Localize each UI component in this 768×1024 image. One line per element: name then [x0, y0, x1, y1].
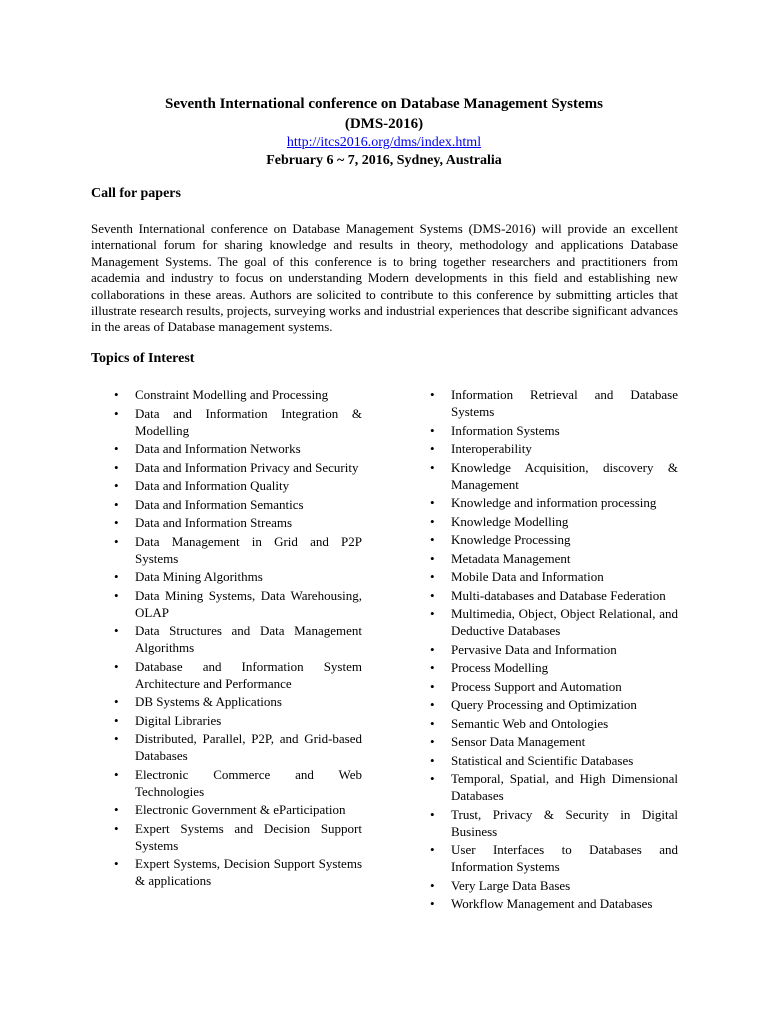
topic-item: [430, 733, 678, 750]
topic-item: [114, 405, 362, 439]
topic-label: Data Structures and Data Management Algorithms: [135, 623, 362, 655]
bullet-icon: •: [114, 441, 119, 456]
topic-label: Sensor Data Management: [451, 734, 586, 749]
bullet-icon: •: [430, 441, 435, 456]
topic-item: [114, 587, 362, 621]
conference-title: Seventh International conference on Database Management Systems: [164, 96, 604, 112]
bullet-icon: •: [430, 422, 435, 438]
bullet-icon: •: [430, 806, 435, 822]
bullet-icon: •: [114, 387, 119, 402]
topic-item: [114, 386, 362, 403]
topics-heading: Topics of Interest: [91, 351, 195, 366]
topic-item: [430, 440, 678, 457]
bullet-icon: •: [114, 496, 119, 512]
topic-item: [430, 752, 678, 769]
topic-item: [430, 459, 678, 493]
topics-list-left: [114, 386, 362, 891]
bullet-icon: •: [114, 478, 119, 493]
bullet-icon: •: [430, 678, 435, 694]
bullet-icon: •: [114, 569, 119, 584]
topic-label: Data and Information Streams: [135, 515, 293, 530]
topic-item: [430, 422, 678, 439]
topic-label: Data Mining Systems, Data Warehousing, OLAP: [135, 587, 362, 620]
bullet-icon: •: [430, 877, 435, 893]
topic-label: Knowledge and information processing: [451, 495, 657, 510]
topic-label: Distributed, Parallel, P2P, and Grid-based Databases: [135, 731, 362, 763]
bullet-icon: •: [430, 697, 435, 712]
topic-label: User Interfaces to Databases and Information Systems: [451, 842, 678, 874]
bullet-icon: •: [430, 715, 435, 731]
bullet-icon: •: [430, 606, 435, 621]
topic-item: [114, 459, 362, 476]
topic-item: [114, 766, 362, 800]
topic-item: [430, 806, 678, 840]
conference-date-location: February 6 ~ 7, 2016, Sydney, Australia: [266, 153, 502, 168]
topic-label: Metadata Management: [451, 550, 571, 566]
topic-label: Expert Systems, Decision Support Systems & applications: [135, 856, 362, 888]
bullet-icon: •: [430, 641, 435, 657]
topic-item: [430, 770, 678, 804]
topic-label: Knowledge Acquisition, discovery & Management: [451, 459, 678, 492]
topic-label: Process Support and Automation: [451, 678, 622, 694]
topic-item: [430, 641, 678, 658]
topic-item: [430, 659, 678, 676]
topic-item: [430, 513, 678, 530]
topic-label: Data Mining Algorithms: [135, 569, 263, 584]
topic-label: Data and Information Integration & Modelling: [135, 405, 362, 438]
topic-item: [114, 801, 362, 818]
topic-item: [114, 568, 362, 585]
bullet-icon: •: [114, 405, 119, 421]
topic-label: Semantic Web and Ontologies: [451, 715, 609, 731]
topic-item: [114, 514, 362, 531]
topic-label: Statistical and Scientific Databases: [451, 752, 634, 768]
bullet-icon: •: [430, 550, 435, 566]
bullet-icon: •: [114, 766, 119, 782]
topic-label: Electronic Government & eParticipation: [135, 802, 346, 817]
conference-header: [0, 94, 768, 170]
bullet-icon: •: [430, 495, 435, 510]
topic-label: Very Large Data Bases: [451, 877, 571, 893]
topic-label: Knowledge Processing: [451, 532, 571, 547]
bullet-icon: •: [114, 623, 119, 638]
topic-label: Mobile Data and Information: [451, 569, 604, 584]
bullet-icon: •: [114, 802, 119, 817]
topic-label: Data and Information Privacy and Security: [135, 459, 359, 475]
topic-item: [114, 496, 362, 513]
bullet-icon: •: [114, 515, 119, 530]
topic-label: Multi-databases and Database Federation: [451, 587, 666, 603]
topic-item: [114, 440, 362, 457]
topic-label: Process Modelling: [451, 660, 549, 675]
bullet-icon: •: [430, 771, 435, 786]
topic-item: [114, 658, 362, 692]
topic-item: [430, 605, 678, 639]
topic-item: [114, 712, 362, 729]
topic-label: Electronic Commerce and Web Technologies: [135, 766, 362, 799]
bullet-icon: •: [114, 533, 119, 549]
topic-item: [430, 841, 678, 875]
bullet-icon: •: [114, 694, 119, 709]
topic-label: Database and Information System Architecture and Performance: [135, 658, 362, 691]
topic-item: [430, 587, 678, 604]
bullet-icon: •: [114, 856, 119, 871]
bullet-icon: •: [430, 387, 435, 402]
bullet-icon: •: [114, 820, 119, 836]
bullet-icon: •: [114, 587, 119, 603]
topic-label: Temporal, Spatial, and High Dimensional Databases: [451, 771, 678, 803]
topic-label: Data Management in Grid and P2P Systems: [135, 533, 362, 566]
topic-item: [114, 730, 362, 764]
topic-label: Information Retrieval and Database Systems: [451, 387, 678, 419]
topic-label: Data and Information Semantics: [135, 496, 304, 512]
topic-label: Expert Systems and Decision Support Systems: [135, 820, 362, 853]
topic-item: [430, 715, 678, 732]
topic-item: [430, 696, 678, 713]
bullet-icon: •: [430, 752, 435, 768]
topic-label: Multimedia, Object, Object Relational, and Deductive Databases: [451, 606, 678, 638]
conference-url-link[interactable]: http://itcs2016.org/dms/index.html: [286, 135, 482, 150]
topic-item: [430, 895, 678, 912]
topic-item: [430, 531, 678, 548]
topic-label: Interoperability: [451, 441, 532, 456]
topics-list-right: [430, 386, 678, 914]
topic-label: Data and Information Quality: [135, 478, 290, 493]
call-for-papers-body: Seventh International conference on Database Management Systems (DMS-2016) will provide an excellent international forum for sharing knowledge and results in theory, methodology and applications Database Management Systems. The goal of this conference is to bring together researchers and practitioners from academia and industry to focus on understanding Modern developments in this field and establishing new collaborations in these areas. Authors are solicited to contribute to this conference by submitting articles that illustrate research results, projects, surveying works and industrial experiences that describe significant advances in the areas of Database management systems.: [91, 221, 678, 335]
bullet-icon: •: [114, 459, 119, 475]
topic-item: [114, 693, 362, 710]
call-for-papers-heading: Call for papers: [91, 186, 181, 201]
topic-item: [430, 877, 678, 894]
bullet-icon: •: [430, 513, 435, 529]
topic-label: Workflow Management and Databases: [451, 896, 653, 911]
topic-label: DB Systems & Applications: [135, 694, 282, 709]
bullet-icon: •: [430, 660, 435, 675]
bullet-icon: •: [430, 842, 435, 857]
bullet-icon: •: [114, 712, 119, 728]
topic-label: Query Processing and Optimization: [451, 697, 637, 712]
topic-item: [114, 533, 362, 567]
bullet-icon: •: [430, 569, 435, 584]
topic-label: Trust, Privacy & Security in Digital Business: [451, 806, 678, 839]
topic-item: [114, 820, 362, 854]
topic-item: [430, 568, 678, 585]
bullet-icon: •: [430, 734, 435, 749]
topic-item: [430, 550, 678, 567]
topic-label: Constraint Modelling and Processing: [135, 387, 329, 402]
bullet-icon: •: [114, 731, 119, 746]
topic-label: Digital Libraries: [135, 712, 222, 728]
bullet-icon: •: [430, 587, 435, 603]
topic-item: [430, 386, 678, 420]
bullet-icon: •: [430, 896, 435, 911]
topic-label: Pervasive Data and Information: [451, 641, 617, 657]
topic-label: Information Systems: [451, 422, 560, 438]
topic-item: [114, 477, 362, 494]
bullet-icon: •: [430, 459, 435, 475]
topic-item: [430, 494, 678, 511]
topic-item: [430, 678, 678, 695]
topic-label: Knowledge Modelling: [451, 513, 569, 529]
bullet-icon: •: [114, 658, 119, 674]
topic-label: Data and Information Networks: [135, 441, 301, 456]
bullet-icon: •: [430, 532, 435, 547]
topic-item: [114, 622, 362, 656]
conference-acronym: (DMS-2016): [344, 116, 424, 132]
topic-item: [114, 855, 362, 889]
